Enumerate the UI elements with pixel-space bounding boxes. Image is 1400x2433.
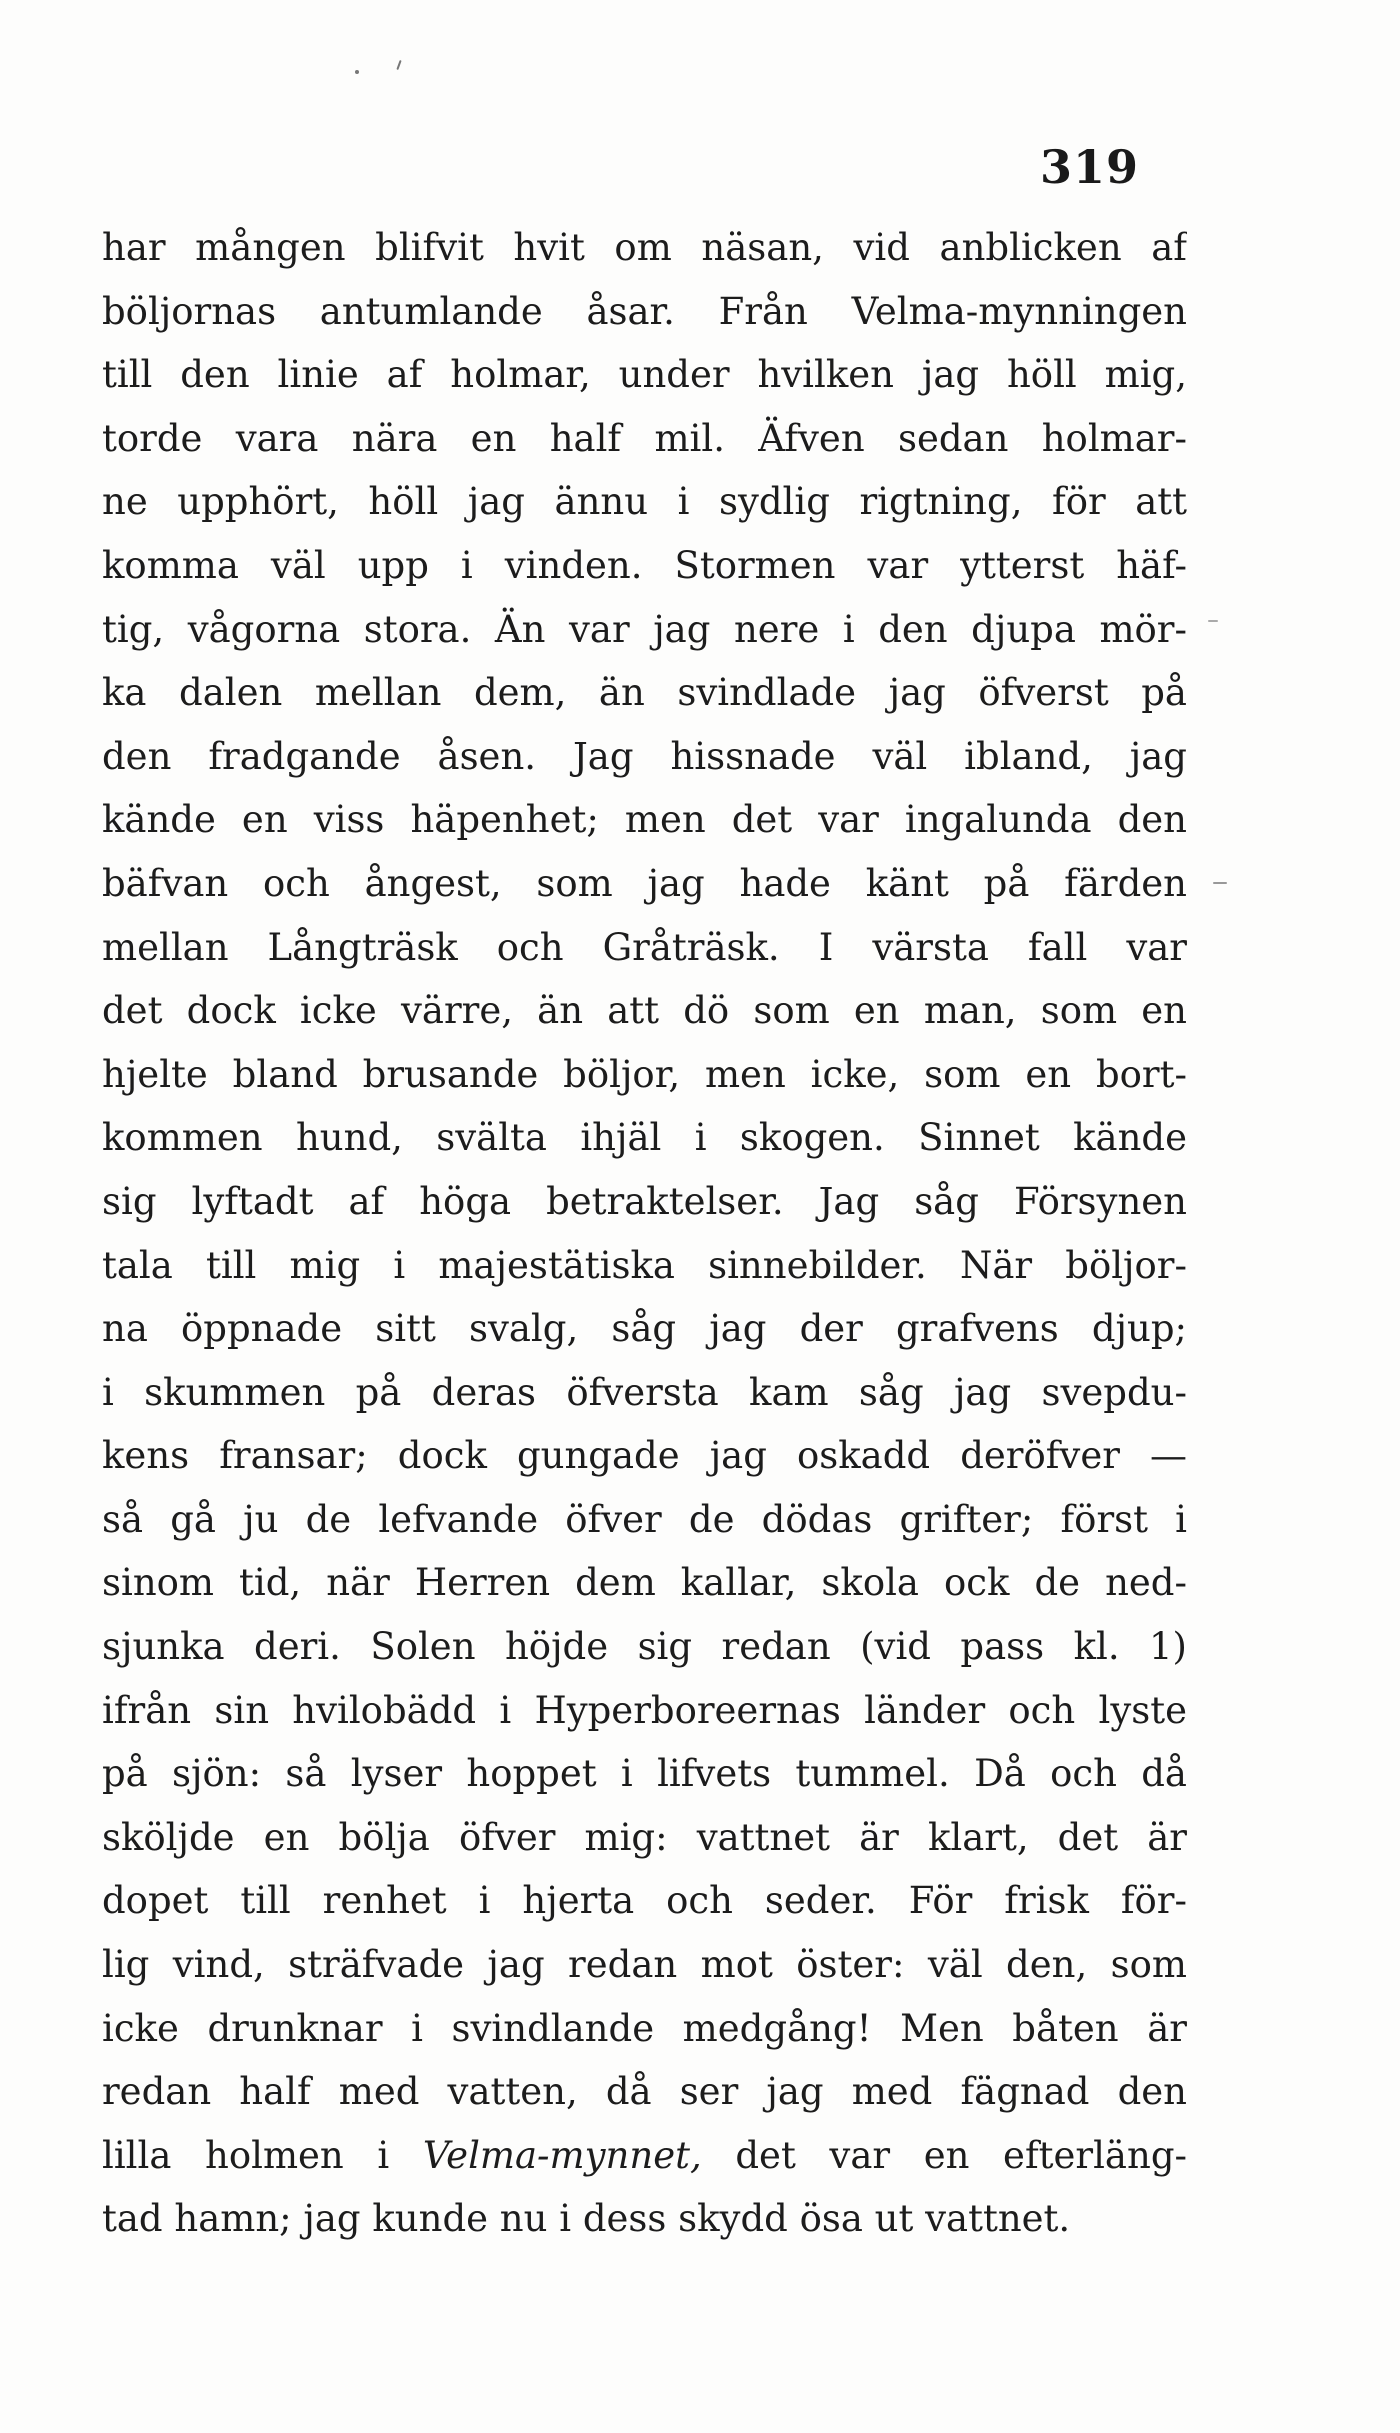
text-line: sinom tid, när Herren dem kallar, skola ock de ned- [102, 1561, 1187, 1605]
text-line: den fradgande åsen. Jag hissnade väl ibland, jag [102, 734, 1187, 778]
text-segment: det var en efterläng- [701, 2133, 1187, 2177]
text-line: det dock icke värre, än att dö som en man, som en [102, 989, 1187, 1033]
text-line: har mången blifvit hvit om näsan, vid anblicken af [102, 226, 1187, 269]
text-line: bäfvan och ångest, som jag hade känt på färden [102, 861, 1187, 905]
text-line: lig vind, sträfvade jag redan mot öster: väl den, som [102, 1943, 1187, 1987]
text-line: kände en viss häpenhet; men det var ingalunda den [102, 798, 1187, 842]
paper-speck [1213, 882, 1227, 884]
italic-place-name: Velma-mynnet, [422, 2133, 702, 2177]
text-line: tig, vågorna stora. Än var jag nere i den djupa mör- [102, 607, 1187, 651]
text-line: mellan Långträsk och Gråträsk. I värsta fall var [102, 925, 1187, 969]
text-line: böljornas antumlande åsar. Från Velma-mynningen [102, 289, 1187, 333]
text-line-with-italic [102, 2124, 1187, 2188]
text-line: sköljde en bölja öfver mig: vattnet är klart, det är [102, 1815, 1187, 1859]
text-line: sjunka deri. Solen höjde sig redan (vid pass kl. 1) [102, 1625, 1187, 1669]
paper-speck [355, 70, 359, 74]
text-line: na öppnade sitt svalg, såg jag der grafvens djup; [102, 1307, 1187, 1351]
text-line: tala till mig i majestätiska sinnebilder. När böljor- [102, 1243, 1187, 1287]
paper-speck [396, 60, 401, 70]
text-line: dopet till renhet i hjerta och seder. För frisk för- [102, 1879, 1187, 1923]
text-line: kommen hund, svälta ihjäl i skogen. Sinnet kände [102, 1116, 1187, 1160]
page-number: 319 [1040, 140, 1140, 194]
text-line-last: tad hamn; jag kunde nu i dess skydd ösa ut vattnet. [102, 2197, 1071, 2241]
text-line: på sjön: så lyser hoppet i lifvets tummel. Då och då [102, 1752, 1187, 1796]
paper-speck [1208, 620, 1218, 622]
text-line: icke drunknar i svindlande medgång! Men båten är [102, 2006, 1187, 2050]
text-line: i skummen på deras öfversta kam såg jag svepdu- [102, 1370, 1187, 1414]
text-line: torde vara nära en half mil. Äfven sedan holmar- [102, 416, 1187, 460]
text-line: ifrån sin hvilobädd i Hyperboreernas länder och lyste [102, 1688, 1187, 1732]
text-line: hjelte bland brusande böljor, men icke, som en bort- [102, 1052, 1187, 1096]
text-line: kens fransar; dock gungade jag oskadd deröfver — [102, 1434, 1187, 1478]
text-line: redan half med vatten, då ser jag med fägnad den [102, 2070, 1187, 2114]
text-line: ka dalen mellan dem, än svindlade jag öfverst på [102, 671, 1187, 715]
text-line: komma väl upp i vinden. Stormen var ytterst häf- [102, 543, 1187, 587]
body-text [102, 216, 1187, 2251]
text-line: sig lyftadt af höga betraktelser. Jag såg Försynen [102, 1179, 1187, 1223]
text-segment: lilla holmen i [102, 2133, 423, 2177]
text-line: ne upphört, höll jag ännu i sydlig rigtning, för att [102, 480, 1187, 524]
text-line: till den linie af holmar, under hvilken jag höll mig, [102, 353, 1187, 397]
text-line: så gå ju de lefvande öfver de dödas grifter; först i [102, 1497, 1187, 1541]
